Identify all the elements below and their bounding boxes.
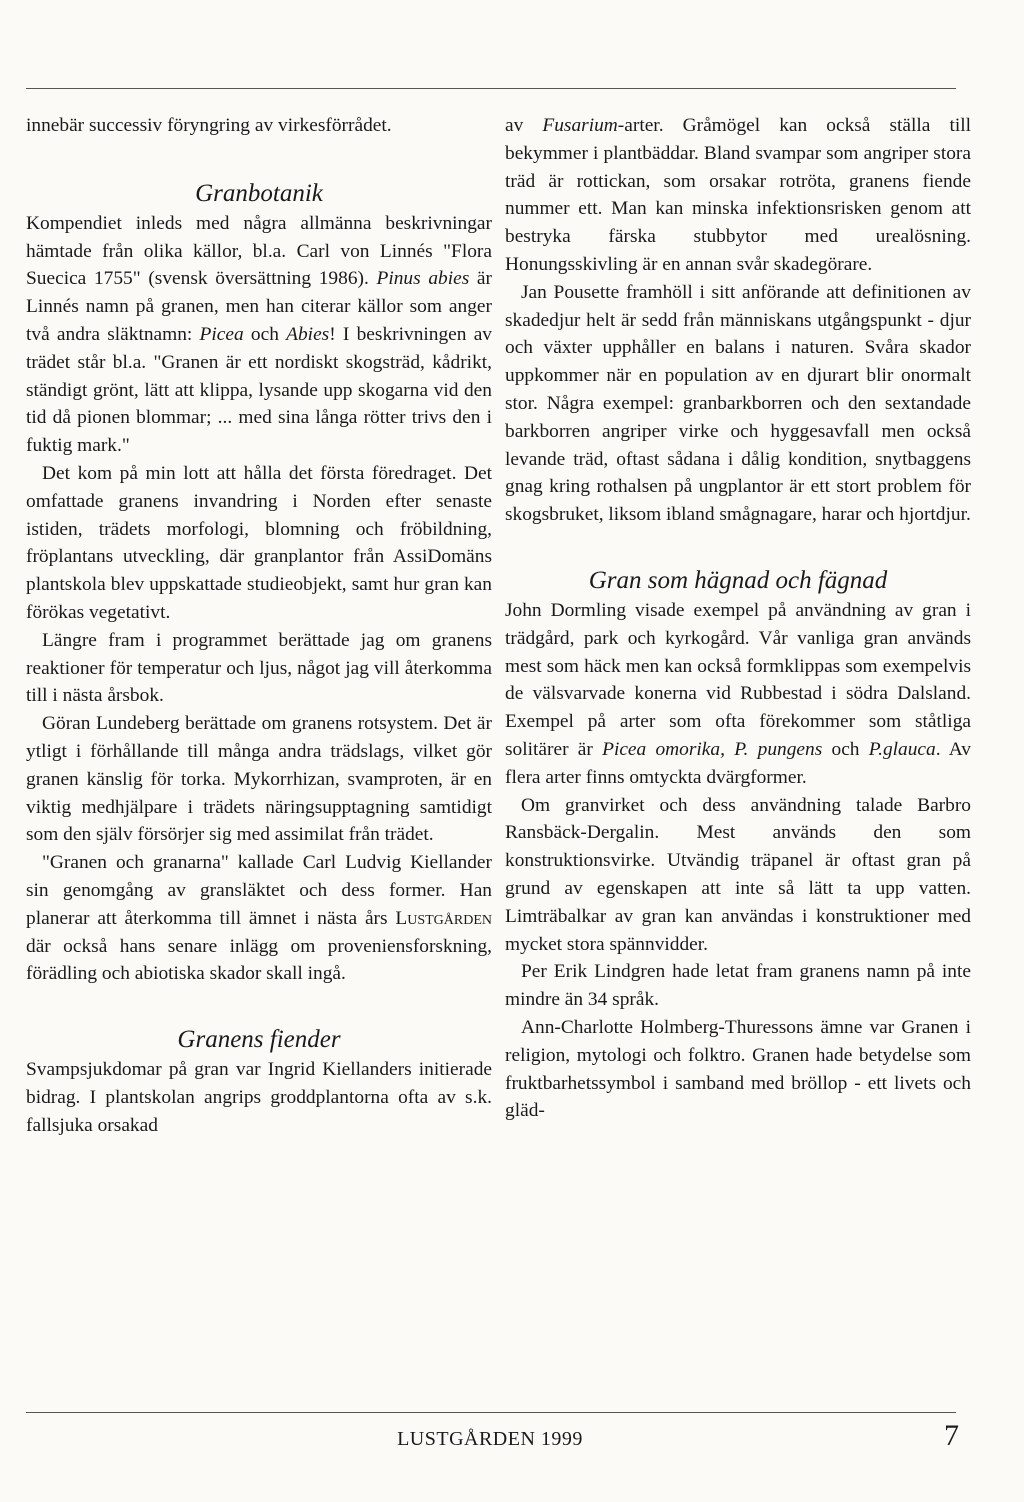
- journal-footer: LUSTGÅRDEN 1999: [397, 1428, 583, 1450]
- paragraph: Det kom på min lott att hålla det första föredraget. Det omfattade granens invandring i Norden efter senaste istiden, trädets morfologi, blomning och fröbildning, fröplantans utveckling, där granplantor från AssiDomäns plantskola blev uppskattade studieobjekt, samt hur gran kan förökas vegetativt.: [26, 462, 492, 623]
- paragraph: Längre fram i programmet berättade jag om granens reaktioner för temperatur och ljus, något jag vill återkomma till i nästa årsbok.: [26, 629, 492, 707]
- paragraph: innebär successiv föryngring av virkesförrådet.: [26, 115, 392, 136]
- section-heading-gran-som-hagnad: Gran som hägnad och fägnad: [588, 566, 888, 594]
- paragraph: "Granen och granarna" kallade Carl Ludvig Kiellander sin genomgång av gransläktet och dess former. Han planerar att återkomma till ämnet i nästa års Lustgården där också hans senare inlägg om proveniensforskning, förädling och abiotiska skador skall ingå.: [26, 852, 492, 985]
- paragraph: Göran Lundeberg berättade om granens rotsystem. Det är ytligt i förhållande till många andra trädslags, vilket gör granen känslig för torka. Mykorrhizan, svamproten, är en viktig medhjälpare i trädets näringsupptagning samtidigt som den själv försörjer sig med assimilat från trädet.: [26, 713, 492, 846]
- paragraph: John Dormling visade exempel på användning av gran i trädgård, park och kyrkogård. Vår vanliga gran används mest som häck men kan också formklippas som exempelvis de välsvarvade konerna vid Rubbestad i södra Dalsland. Exempel på arter som ofta förekommer som ståtliga solitärer är Picea omorika, P. pungens och P.glauca. Av flera arter finns omtyckta dvärgformer.: [505, 599, 971, 788]
- paragraph: Jan Pousette framhöll i sitt anförande att definitionen av skadedjur helt är sedd från människans utgångspunkt - djur och växter upphåller en balans i naturen. Svåra skador uppkommer när en population av en djurart blir onormalt stor. Några exempel: granbarkborren och den sextandade barkborren angriper virke och hyggesavfall men också levande träd, oftast sådana i dålig kondition, snytbaggens gnag kring rothalsen på ungplantor är ett stort problem för skogsbruket, liksom ibland smågnagare, harar och hjortdjur.: [505, 281, 971, 526]
- paragraph: av Fusarium-arter. Gråmögel kan också ställa till bekymmer i plantbäddar. Bland svampar som angriper stora träd är rottickan, som orsakar rotröta, granens fiende nummer ett. Man kan minska infektionsrisken genom att bestryka färska stubbytor med urealösning. Honungsskivling är en annan svår skadegörare.: [505, 115, 972, 275]
- section-heading-granens-fiender: Granens fiender: [177, 1026, 341, 1054]
- paragraph: Ann-Charlotte Holmberg-Thuressons ämne var Granen i religion, mytologi och folktro. Granen hade betydelse som fruktbarhetssymbol i samband med bröllop - ett livets och gläd-: [505, 1016, 971, 1122]
- top-rule: [26, 88, 956, 89]
- paragraph: Svampsjukdomar på gran var Ingrid Kiellanders initierade bidrag. I plantskolan angrips groddplantorna ofta av s.k. fallsjuka orsakad: [26, 1059, 492, 1136]
- section-heading-granbotanik: Granbotanik: [195, 179, 323, 207]
- right-column: [505, 112, 971, 1125]
- paragraph: Kompendiet inleds med några allmänna beskrivningar hämtade från olika källor, bl.a. Carl von Linnés "Flora Suecica 1755" (svensk översättning 1986). Pinus abies är Linnés namn på granen, men han citerar källor som anger två andra släktnamn: Picea och Abies! I beskrivningen av trädet står bl.a. "Granen är ett nordiskt skogsträd, kådrikt, ständigt grönt, lätt att klippa, lysande upp skogarna vid den tid då pionen blommar; ... med sina långa rötter trivs den i fuktig mark.": [26, 212, 492, 457]
- left-column: [26, 112, 492, 1140]
- page-number: 7: [944, 1419, 959, 1452]
- bottom-rule: [26, 1412, 956, 1413]
- paragraph: Om granvirket och dess användning talade Barbro Ransbäck-Dergalin. Mest används den som konstruktionsvirke. Utvändig träpanel är oftast gran på grund av egenskapen att inte så lätt ta upp vatten. Limträbalkar av gran kan användas i konstruktioner med mycket stora spännvidder.: [505, 794, 971, 955]
- paragraph: Per Erik Lindgren hade letat fram granens namn på inte mindre än 34 språk.: [505, 961, 971, 1011]
